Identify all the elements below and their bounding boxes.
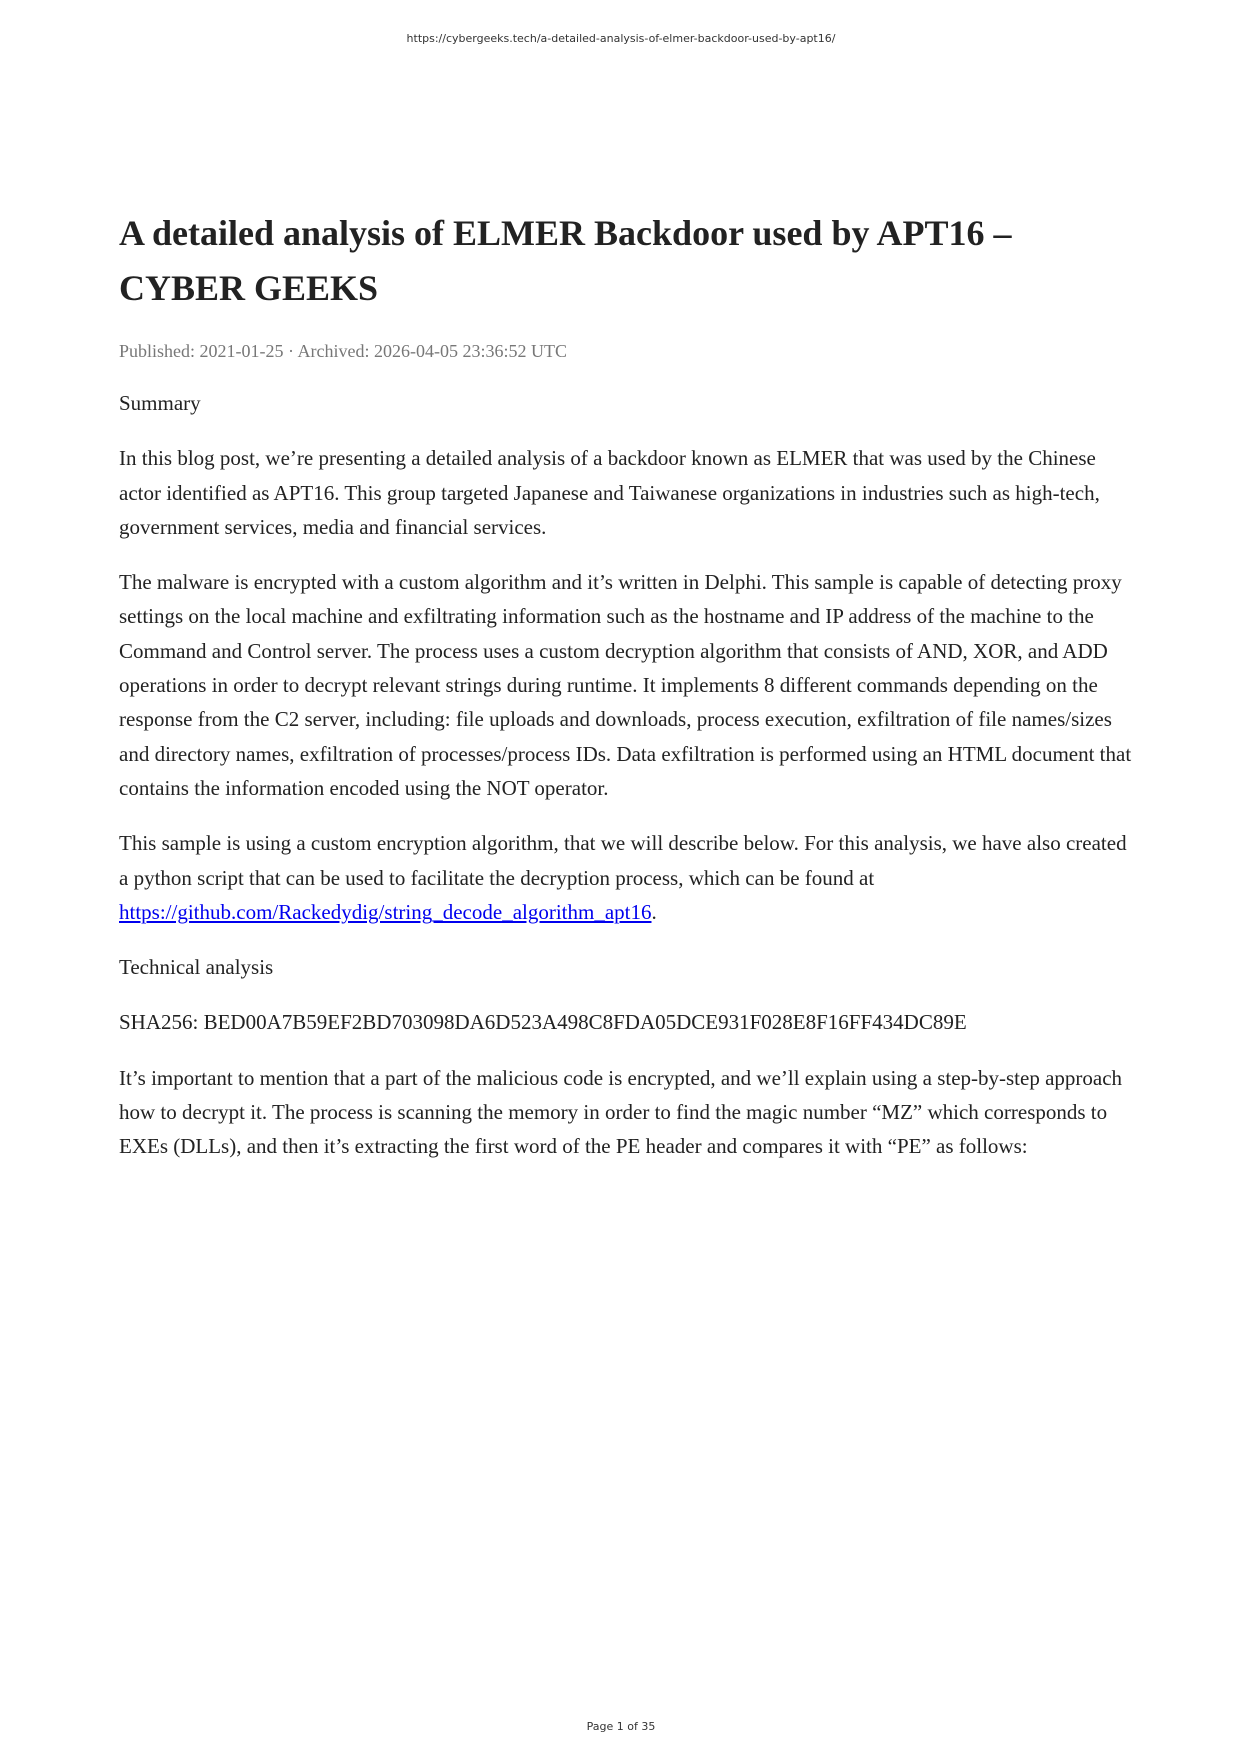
- article-title: A detailed analysis of ELMER Backdoor used by APT16 – CYBER GEEKS: [119, 213, 1012, 308]
- page-number: Page 1 of 35: [586, 1720, 656, 1733]
- paragraph-decryption: It’s important to mention that a part of the malicious code is encrypted, and we’ll explain using a step-by-step approach how to decrypt it. The process is scanning the memory in order to find the magic number “MZ” which corresponds to EXEs (DLLs), and then it’s extracting the first word of the PE header and compares it with “PE” as follows:: [119, 1065, 1123, 1159]
- article-meta: Published: 2021-01-25 · Archived: 2026-04-05 23:36:52 UTC: [119, 341, 567, 361]
- page-url: https://cybergeeks.tech/a-detailed-analysis-of-elmer-backdoor-used-by-apt16/: [406, 32, 836, 45]
- article: [119, 206, 1134, 1185]
- paragraph-intro: In this blog post, we’re presenting a detailed analysis of a backdoor known as ELMER that was used by the Chinese actor identified as APT16. This group targeted Japanese and Taiwanese organizations in industries such as high-tech, government services, media and financial services.: [119, 446, 1100, 539]
- paragraph-overview: The malware is encrypted with a custom algorithm and it’s written in Delphi. This sample is capable of detecting proxy settings on the local machine and exfiltrating information such as the hostname and IP address of the machine to the Command and Control server. The process uses a custom decryption algorithm that consists of AND, XOR, and ADD operations in order to decrypt relevant strings during runtime. It implements 8 different commands depending on the response from the C2 server, including: file uploads and downloads, process execution, exfiltration of file names/sizes and directory names, exfiltration of processes/process IDs. Data exfiltration is performed using an HTML document that contains the information encoded using the NOT operator.: [119, 570, 1132, 800]
- paragraph-encryption-end: .: [651, 899, 657, 924]
- github-link[interactable]: https://github.com/Rackedydig/string_decode_algorithm_apt16: [119, 899, 652, 924]
- technical-heading: Technical analysis: [119, 955, 274, 980]
- paragraph-encryption: [119, 826, 1134, 929]
- sha256-hash: SHA256: BED00A7B59EF2BD703098DA6D523A498C8FDA05DCE931F028E8F16FF434DC89E: [119, 1010, 967, 1035]
- paragraph-encryption-text: This sample is using a custom encryption algorithm, that we will describe below. For this analysis, we have also created a python script that can be used to facilitate the decryption process, which can be found at: [119, 831, 1127, 890]
- summary-heading: Summary: [119, 391, 201, 415]
